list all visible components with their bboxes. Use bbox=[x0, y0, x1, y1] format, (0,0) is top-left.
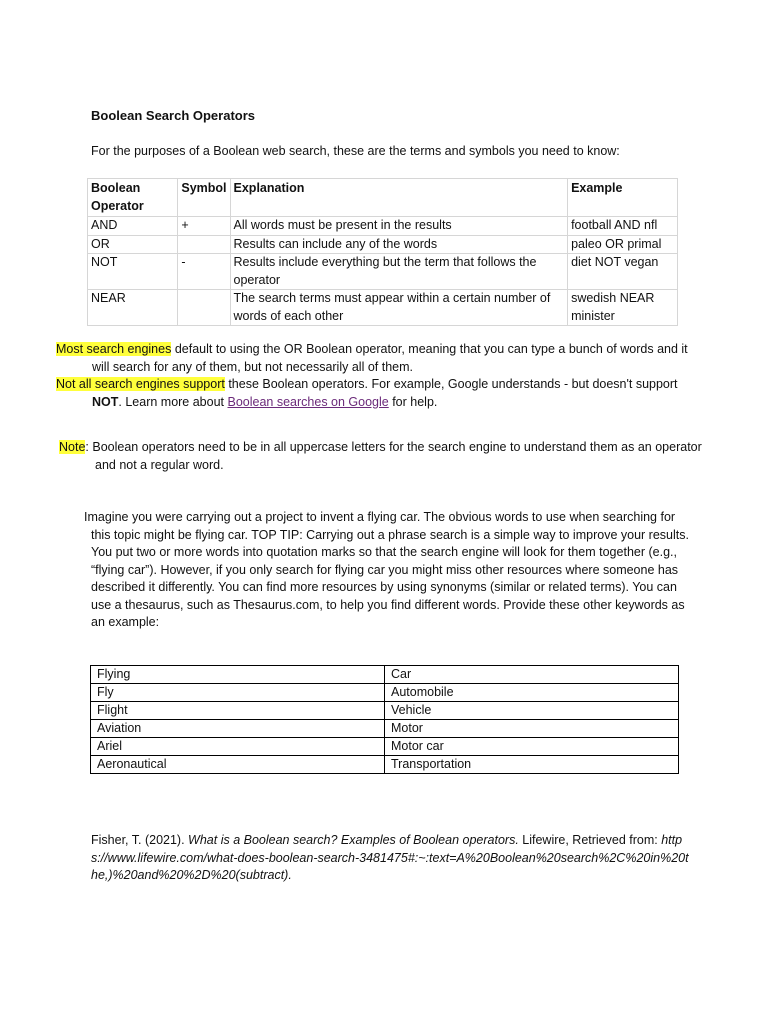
paragraph-text: default to using the OR Boolean operator, meaning that you can type a bunch of words and it will search for any of them, but not necessarily all of them. bbox=[92, 342, 688, 374]
keyword-cell: Flight bbox=[91, 702, 385, 720]
synonym-cell: Motor bbox=[385, 720, 679, 738]
keyword-cell: Ariel bbox=[91, 738, 385, 756]
imagine-paragraph: Imagine you were carrying out a project to invent a flying car. The obvious words to use when searching for this topic might be flying car. TOP TIP: Carrying out a phrase search is a simple way to improve your results. You put two or more words into quotation marks so that the search engine will look for them together (e.g., “flying car”). However, if you only search for flying car you might miss other resources where someone has described it differently. You can find more resources by using synonyms (similar or related terms). You can use a thesaurus, such as Thesaurus.com, to help you find different words. Provide these other keywords as an example: bbox=[84, 510, 689, 629]
table-row bbox=[91, 666, 679, 684]
symbol-cell bbox=[178, 235, 230, 254]
table-row bbox=[88, 290, 678, 326]
operators-table bbox=[87, 178, 678, 326]
table-row bbox=[91, 702, 679, 720]
highlight-most-search-engines: Most search engines bbox=[56, 342, 172, 356]
header-example: Example bbox=[568, 179, 678, 217]
citation-author: Fisher, T. (2021). bbox=[91, 833, 189, 847]
symbol-cell: - bbox=[178, 254, 230, 290]
citation-url: https://www.lifewire.com/what-does-boolean-search-3481475#:~:text=A%20Boolean%20search%2C%20in%20the,)%20and%20%2D%20(subtract). bbox=[91, 833, 689, 882]
keyword-cell: Fly bbox=[91, 684, 385, 702]
highlight-note: Note bbox=[59, 440, 86, 454]
paragraph-text: these Boolean operators. For example, Google understands - but doesn't support bbox=[224, 377, 678, 391]
example-cell: football AND nfl bbox=[568, 217, 678, 236]
intro-text: For the purposes of a Boolean web search, these are the terms and symbols you need to know: bbox=[91, 144, 620, 158]
citation-publisher: Lifewire, Retrieved from: bbox=[518, 833, 662, 847]
symbol-cell bbox=[178, 290, 230, 326]
example-cell: swedish NEAR minister bbox=[568, 290, 678, 326]
operator-cell: OR bbox=[88, 235, 178, 254]
table-row bbox=[91, 684, 679, 702]
synonym-cell: Vehicle bbox=[385, 702, 679, 720]
header-operator: Boolean Operator bbox=[88, 179, 178, 217]
paragraph-text: for help. bbox=[388, 394, 438, 409]
keyword-cell: Flying bbox=[91, 666, 385, 684]
operator-cell: NEAR bbox=[88, 290, 178, 326]
header-symbol: Symbol bbox=[178, 179, 230, 217]
synonym-cell: Transportation bbox=[385, 756, 679, 774]
example-cell: paleo OR primal bbox=[568, 235, 678, 254]
header-explanation: Explanation bbox=[230, 179, 568, 217]
explanation-cell: All words must be present in the results bbox=[230, 217, 568, 236]
citation bbox=[91, 832, 691, 885]
keywords-table bbox=[90, 665, 679, 774]
keyword-cell: Aviation bbox=[91, 720, 385, 738]
note-paragraph bbox=[59, 439, 715, 474]
citation-title: What is a Boolean search? Examples of Boolean operators. bbox=[188, 833, 519, 847]
explanation-cell: The search terms must appear within a certain number of words of each other bbox=[230, 290, 568, 326]
page-title: Boolean Search Operators bbox=[91, 108, 255, 123]
table-row bbox=[91, 738, 679, 756]
symbol-cell: + bbox=[178, 217, 230, 236]
operators-table-header bbox=[88, 179, 678, 217]
table-row bbox=[91, 756, 679, 774]
example-cell: diet NOT vegan bbox=[568, 254, 678, 290]
keyword-cell: Aeronautical bbox=[91, 756, 385, 774]
bold-not: NOT bbox=[92, 394, 119, 409]
operator-cell: AND bbox=[88, 217, 178, 236]
explanation-cell: Results can include any of the words bbox=[230, 235, 568, 254]
table-row bbox=[88, 254, 678, 290]
boolean-searches-google-link[interactable]: Boolean searches on Google bbox=[227, 394, 389, 409]
synonym-cell: Car bbox=[385, 666, 679, 684]
note-text: : Boolean operators need to be in all uppercase letters for the search engine to understand them as an operator and not a regular word. bbox=[85, 440, 702, 472]
highlight-not-all-support: Not all search engines support bbox=[56, 377, 225, 391]
explanation-cell: Results include everything but the term that follows the operator bbox=[230, 254, 568, 290]
support-paragraph bbox=[56, 376, 692, 411]
operator-cell: NOT bbox=[88, 254, 178, 290]
default-operator-paragraph bbox=[56, 341, 692, 376]
table-row bbox=[88, 235, 678, 254]
paragraph-text: . Learn more about bbox=[118, 394, 228, 409]
synonym-cell: Motor car bbox=[385, 738, 679, 756]
table-row bbox=[88, 217, 678, 236]
table-row bbox=[91, 720, 679, 738]
synonym-cell: Automobile bbox=[385, 684, 679, 702]
